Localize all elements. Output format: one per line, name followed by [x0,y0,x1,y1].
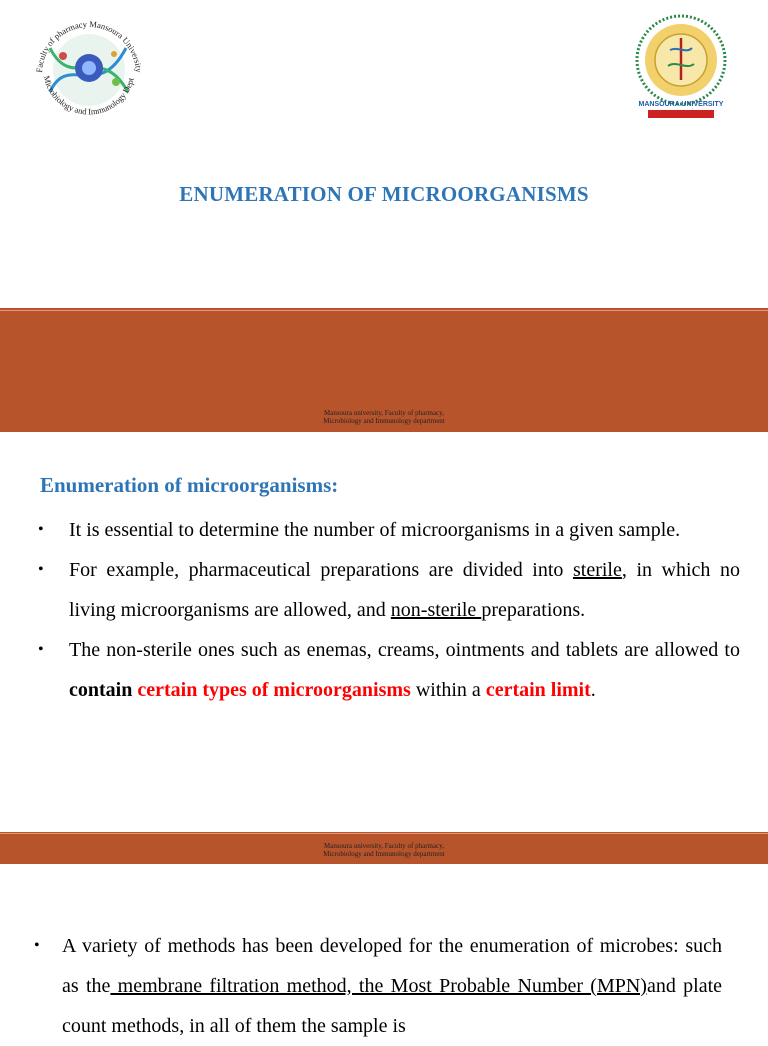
footer-text [0,409,768,425]
slide-title-text: ENUMERATION OF MICROORGANISMS [179,182,589,206]
bullet-text: , in which no living microorganisms are allowed, and [69,559,741,621]
bullet-icon: • [38,641,44,658]
footer-text [0,842,768,858]
bullet-icon: • [34,937,40,954]
band-divider [0,310,768,311]
mansoura-university-logo [630,8,732,126]
footer-band [0,832,768,864]
footer-line-1: Mansoura university, Faculty of pharmacy, [323,409,444,417]
svg-text:Microbiology and Immunology De: Microbiology and Immunology Dept [41,74,136,117]
footer-line-2: Microbiology and Immunology department [323,850,445,858]
svg-text:Faculty of pharmacy Mansoura U: Faculty of pharmacy Mansoura University [33,18,145,73]
list-item [30,550,740,630]
slide-content-1 [0,432,768,864]
highlighted-term: certain limit [485,679,591,701]
bullet-list [26,926,722,1046]
bullet-text: A variety of methods has been developed for the enumeration of microbes: such as the [62,935,722,997]
bullet-text: The non-sterile ones such as enemas, creams, ointments and tablets are allowed to [69,639,740,661]
bold-term: contain [69,679,133,701]
footer-line-2: Microbiology and Immunology department [323,417,445,425]
list-item [30,630,740,710]
band-divider [0,833,768,834]
highlighted-term: certain types of microorganisms [137,679,411,701]
bullet-text: For example, pharmaceutical preparations are divided into [69,559,573,581]
bullet-text: within a [410,679,486,701]
bullet-icon: • [38,561,44,578]
footer-line-1: Mansoura university, Faculty of pharmacy, [323,842,444,850]
bullet-text: preparations. [481,599,586,621]
list-item [26,926,722,1046]
list-item [30,510,740,550]
underlined-term: non-sterile [390,599,482,621]
bullet-icon: • [38,521,44,538]
slide-title [0,0,768,432]
bullet-text: and plate count methods, in all of them the sample is [62,975,723,1037]
bullet-list [30,510,740,710]
bullet-text: . [590,679,596,701]
slide-content-2 [0,864,768,1037]
section-heading: Enumeration of microorganisms: [40,473,339,497]
bullet-text: It is essential to determine the number of microorganisms in a given sample. [69,519,681,541]
underlined-term: membrane filtration method, the Most Probable Number (MPN) [110,975,647,997]
svg-text:MANSOURA UNIVERSITY: MANSOURA UNIVERSITY [638,101,724,108]
footer-band [0,308,768,432]
microbiology-dept-logo [28,12,150,120]
underlined-term: sterile [573,559,622,581]
